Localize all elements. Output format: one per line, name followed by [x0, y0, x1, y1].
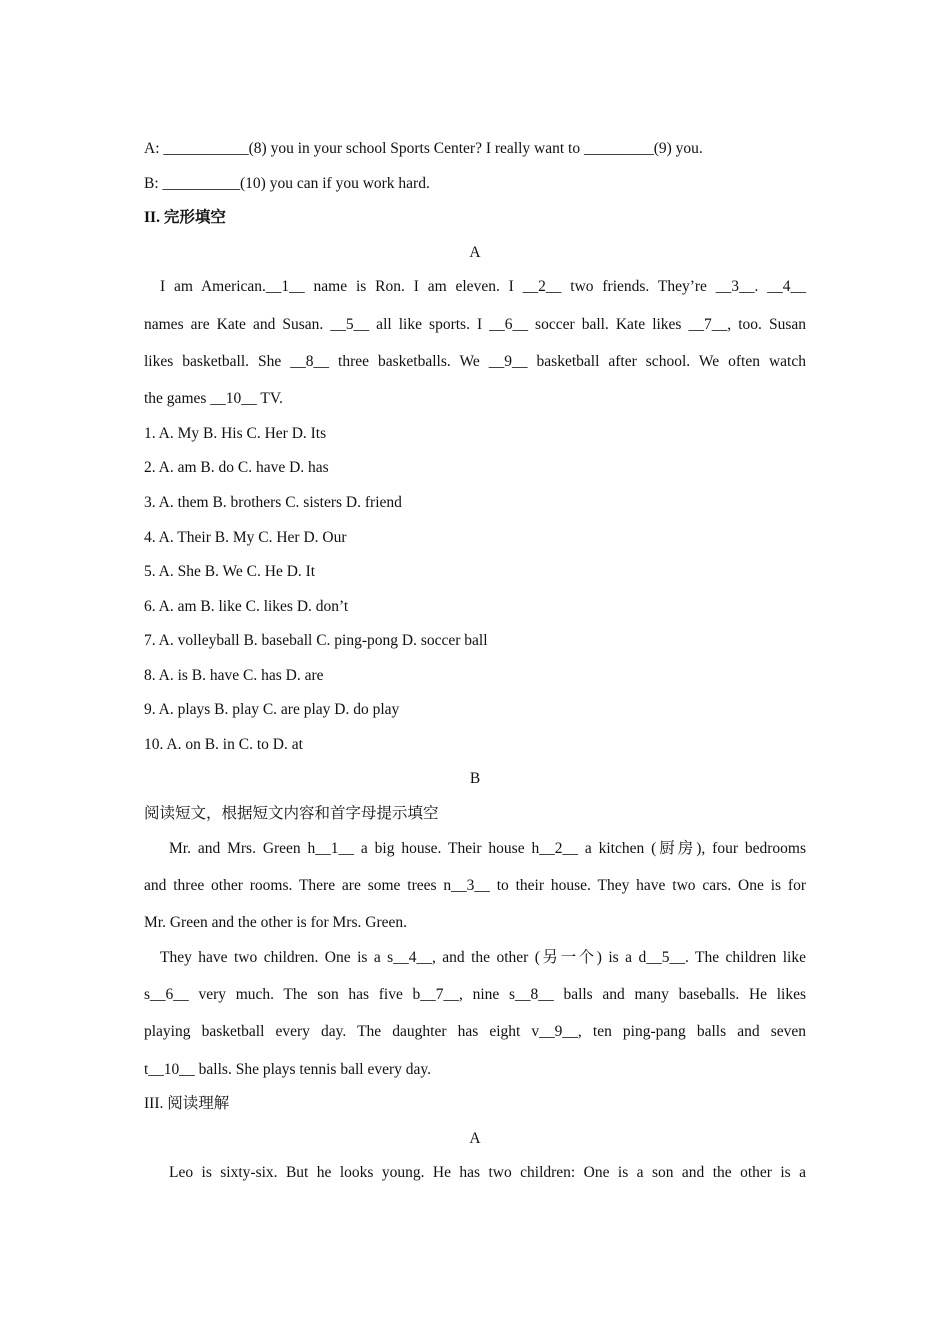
part-label-a: A [469, 1130, 481, 1147]
fill-passage-line: s__6__ very much. The son has five b__7__, nine s__8__ balls and many baseballs. He likes [144, 986, 806, 1003]
instruction-text: 阅读短文，根据短文内容和首字母提示填空 [144, 805, 439, 822]
cloze-passage-line: names are Kate and Susan. __5__ all like sports. I __6__ soccer ball. Kate likes __7__, too. Susan [144, 316, 806, 333]
question-option: 9. A. plays B. play C. are play D. do play [144, 701, 400, 718]
fill-passage-line: and three other rooms. There are some trees n__3__ to their house. They have two cars. One is for [144, 877, 806, 894]
section-heading-reading: III. 阅读理解 [144, 1095, 230, 1112]
reading-passage-line: Leo is sixty-six. But he looks young. He has two children: One is a son and the other is a [169, 1164, 806, 1181]
fill-passage-line: t__10__ balls. She plays tennis ball every day. [144, 1061, 431, 1078]
question-option: 4. A. Their B. My C. Her D. Our [144, 529, 347, 546]
question-option: 3. A. them B. brothers C. sisters D. friend [144, 494, 402, 511]
fill-passage-line: They have two children. One is a s__4__, and the other (另一个) is a d__5__. The children like [160, 949, 806, 966]
part-label-a: A [469, 244, 481, 261]
fill-passage-line: Mr. Green and the other is for Mrs. Green. [144, 914, 407, 931]
question-option: 2. A. am B. do C. have D. has [144, 459, 329, 476]
question-option: 6. A. am B. like C. likes D. don’t [144, 598, 349, 615]
question-option: 1. A. My B. His C. Her D. Its [144, 425, 327, 442]
part-label-b: B [469, 770, 481, 787]
cloze-passage-line: I am American.__1__ name is Ron. I am eleven. I __2__ two friends. They’re __3__. __4__ [160, 278, 806, 295]
question-option: 7. A. volleyball B. baseball C. ping-pong D. soccer ball [144, 632, 488, 649]
question-option: 5. A. She B. We C. He D. It [144, 563, 316, 580]
dialogue-line-b: B: __________(10) you can if you work hard. [144, 175, 430, 192]
question-option: 10. A. on B. in C. to D. at [144, 736, 303, 753]
cloze-passage-line: likes basketball. She __8__ three basketballs. We __9__ basketball after school. We often watch [144, 353, 806, 370]
cloze-passage-line: the games __10__ TV. [144, 390, 283, 407]
fill-passage-line: playing basketball every day. The daughter has eight v__9__, ten ping-pang balls and seven [144, 1023, 806, 1040]
section-heading-cloze: II. 完形填空 [144, 209, 226, 226]
question-option: 8. A. is B. have C. has D. are [144, 667, 324, 684]
fill-passage-line: Mr. and Mrs. Green h__1__ a big house. Their house h__2__ a kitchen (厨房), four bedrooms [169, 840, 806, 857]
dialogue-line-a: A: ___________(8) you in your school Sports Center? I really want to _________(9) you. [144, 140, 703, 157]
